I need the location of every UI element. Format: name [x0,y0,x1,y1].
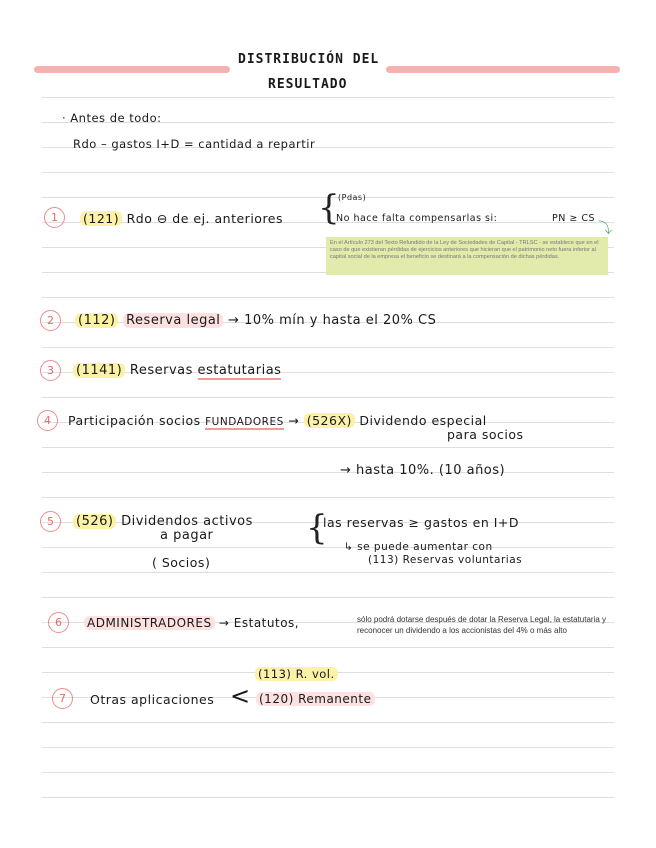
item-number-1: 1 [44,207,65,228]
item-2-code: (112) [75,313,118,328]
item-4-limit: → hasta 10%. (10 años) [340,463,506,478]
item-6-text: ADMINISTRADORES [84,616,215,630]
item-5-rule-3: (113) Reservas voluntarias [368,554,523,566]
intro-bullet: · Antes de todo: [62,111,162,125]
item-1-label [80,211,283,226]
item-number-5: 5 [40,511,61,532]
item-4-text-b: FUNDADORES [205,416,284,428]
item-1-code: (121) [80,211,122,226]
item-number-7: 7 [52,688,73,709]
item-1-note: En el Artículo 273 del Texto Refundido de la Ley de Sociedades de Capital - TRLSC - se establece que en el caso de que existieran pérdidas de ejercicios anteriores que hicieran que el patrimonio neto fuera inferior al capital social de la empresa el beneficio se destinará a la compensación de dichas pérdidas. [326,237,608,275]
item-3-code: (1141) [73,363,125,378]
item-number-2: 2 [40,310,61,331]
item-4-rest-b: para socios [447,427,524,442]
item-4-text-a: Participación socios [68,413,201,428]
title-decoration-right [386,66,620,73]
item-4-arrow: → [288,413,300,428]
item-2-text: Reserva legal [123,313,223,328]
item-3-label [73,363,281,378]
item-5-rule-2: ↳ se puede aumentar con [344,541,493,553]
item-4-label [68,413,487,428]
item-1-condition: No hace falta compensarlas si: [336,213,498,224]
item-5-label [73,514,253,529]
item-5-text-a: Dividendos activos [121,514,253,529]
intro-formula: Rdo – gastos I+D = cantidad a repartir [73,137,316,151]
item-5-text-b: a pagar [160,528,214,543]
item-7-branch-icon: < [230,682,251,710]
item-5-brace: { [306,508,328,548]
item-5-rule-1: las reservas ≥ gastos en I+D [323,515,520,530]
item-2-label [75,313,436,328]
item-number-3: 3 [40,360,61,381]
page-title-line1: DISTRIBUCIÓN DEL [238,52,380,67]
item-1-text: Rdo ⊖ de ej. anteriores [126,211,284,226]
item-5-socios: ( Socios) [152,555,211,570]
item-6-note: sólo podrá dotarse después de dotar la Reserva Legal, la estatutaria y reconocer un dividendo a los accionistas del 4% o más alto [357,615,607,635]
item-1-arrow-icon: ⤵ [598,221,612,237]
item-7-option-b: (120) Remanente [256,692,375,706]
item-3-text-a: Reservas [129,363,193,378]
item-6-label [84,616,299,630]
item-2-rest: → 10% mín y hasta el 20% CS [228,313,437,328]
item-4-rest-a: Dividendo especial [359,413,487,428]
item-1-pdas: (Pdas) [338,193,367,202]
item-1-condition-relation: PN ≥ CS [552,213,595,224]
item-7-option-a: (113) R. vol. [255,667,338,681]
item-6-rest: → Estatutos, [218,616,300,630]
title-decoration-left [34,66,230,73]
item-7-text: Otras aplicaciones [90,692,215,707]
item-number-4: 4 [37,410,58,431]
item-1-brace: { [318,188,340,228]
item-4-code: (526X) [304,413,355,428]
item-5-code: (526) [73,514,116,529]
item-3-text-b: estatutarias [197,363,282,378]
item-number-6: 6 [48,612,69,633]
page-title-line2: RESULTADO [268,77,348,92]
